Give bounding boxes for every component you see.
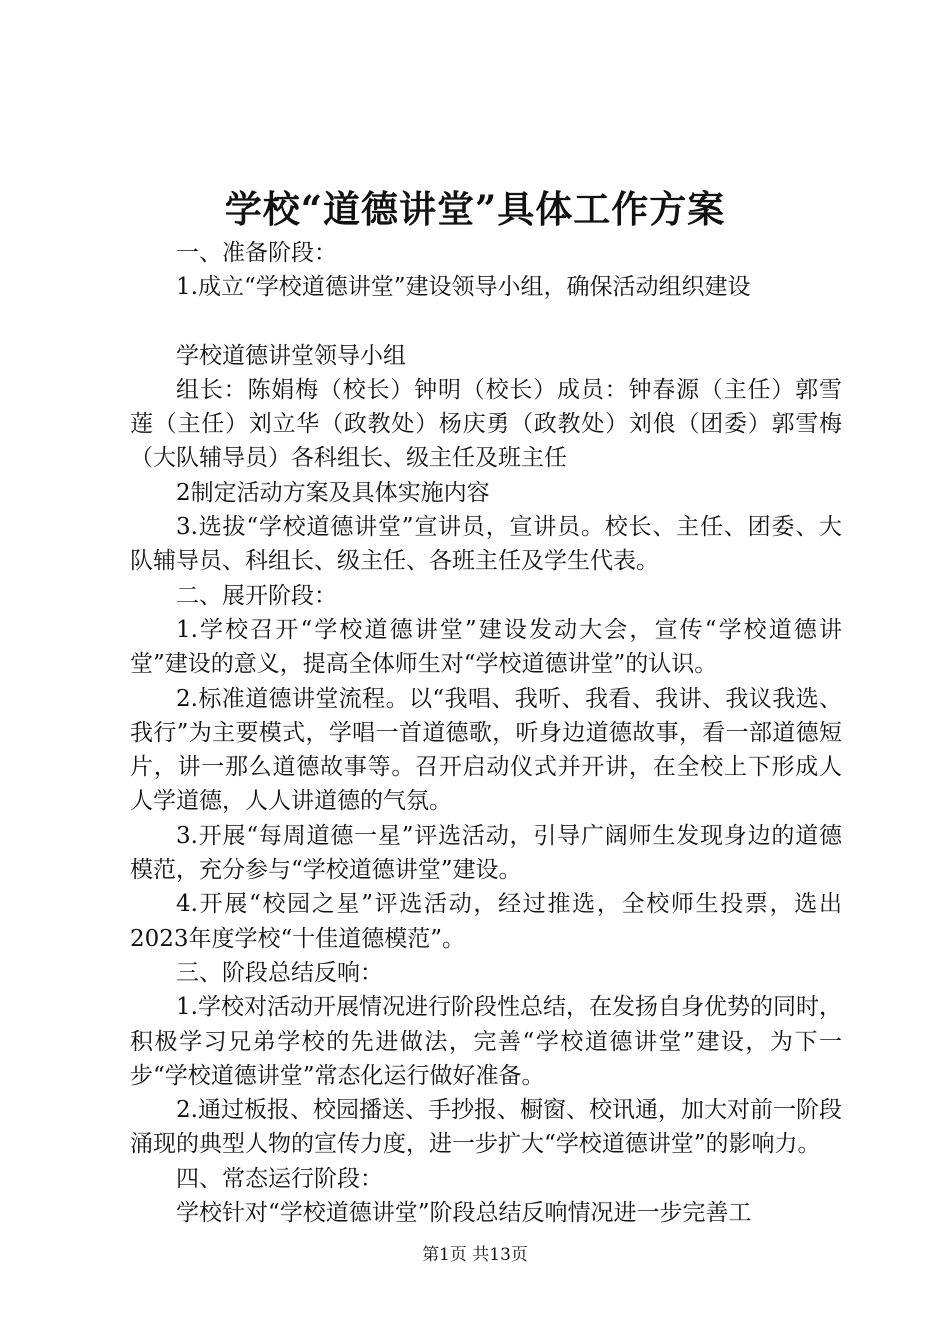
paragraph: 3.开展“每周道德一星”评选活动，引导广阔师生发现身边的道德模范，充分参与“学校道德讲堂”建设。 xyxy=(130,822,842,884)
paragraph: 组长：陈娟梅（校长）钟明（校长）成员：钟春源（主任）郭雪莲（主任）刘立华（政教处）杨庆勇（政教处）刘俍（团委）郭雪梅（大队辅导员）各科组长、级主任及班主任 xyxy=(130,376,842,472)
document-title: 学校“道德讲堂”具体工作方案 xyxy=(224,187,726,231)
paragraph: 1.成立“学校道德讲堂”建设领导小组，确保活动组织建设 xyxy=(176,274,751,301)
section-heading-preparation: 一、准备阶段： xyxy=(176,240,337,266)
section-heading-routine: 四、常态运行阶段： xyxy=(176,1165,383,1192)
section-heading-development: 二、展开阶段： xyxy=(176,582,337,609)
paragraph: 学校道德讲堂领导小组 xyxy=(176,342,406,369)
paragraph: 2制定活动方案及具体实施内容 xyxy=(176,479,490,506)
document-body xyxy=(130,236,842,1230)
page-number: 第1页 共13页 xyxy=(422,1245,528,1265)
paragraph: 2.标准道德讲堂流程。以“我唱、我听、我看、我讲、我议我选、我行”为主要模式，学唱一首道德歌，听身边道德故事，看一部道德短片，讲一那么道德故事等。召开启动仪式并开讲，在全校上下形成人人学道德，人人讲道德的气氛。 xyxy=(130,685,842,815)
paragraph: 2.通过板报、校园播送、手抄报、橱窗、校讯通，加大对前一阶段涌现的典型人物的宣传力度，进一步扩大“学校道德讲堂”的影响力。 xyxy=(130,1097,842,1158)
paragraph: 学校针对“学校道德讲堂”阶段总结反响情况进一步完善工 xyxy=(176,1200,752,1227)
paragraph: 4.开展“校园之星”评选活动，经过推选，全校师生投票，选出2023年度学校“十佳道德模范”。 xyxy=(130,891,842,952)
paragraph: 3.选拔“学校道德讲堂”宣讲员，宣讲员。校长、主任、团委、大队辅导员、科组长、级主任、各班主任及学生代表。 xyxy=(130,514,842,575)
paragraph: 1.学校对活动开展情况进行阶段性总结，在发扬自身优势的同时，积极学习兄弟学校的先进做法，完善“学校道德讲堂”建设，为下一步“学校道德讲堂”常态化运行做好准备。 xyxy=(130,994,842,1089)
section-heading-summary: 三、阶段总结反响： xyxy=(176,959,383,986)
paragraph: 1.学校召开“学校道德讲堂”建设发动大会，宣传“学校道德讲堂”建设的意义，提高全体师生对“学校道德讲堂”的认识。 xyxy=(130,616,842,678)
